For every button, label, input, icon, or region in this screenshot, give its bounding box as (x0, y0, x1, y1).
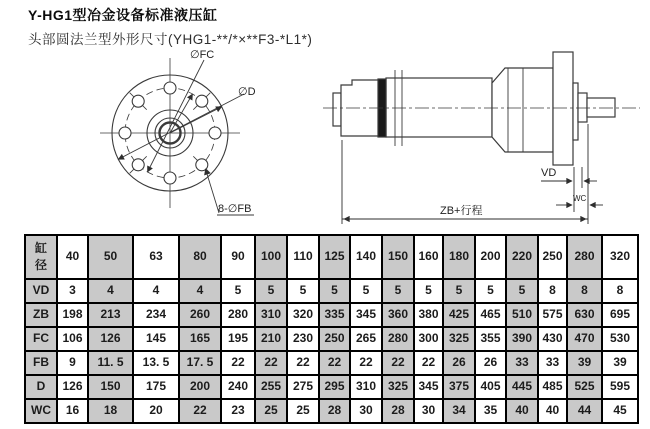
table-row (25, 279, 638, 303)
table-cell: 510 (506, 303, 538, 327)
label-zb: ZB+行程 (440, 205, 483, 217)
table-cell: 3 (57, 279, 88, 303)
table-cell: 22 (414, 351, 443, 375)
table-cell: 126 (57, 375, 88, 399)
table-cell: 126 (88, 327, 133, 351)
table-cell: 22 (179, 399, 221, 423)
table-cell: 530 (602, 327, 638, 351)
table-cell: 295 (319, 375, 350, 399)
table-cell: 80 (179, 235, 221, 279)
table-cell: 110 (287, 235, 319, 279)
table-cell: 9 (57, 351, 88, 375)
drawings-svg (0, 46, 650, 234)
table-cell: 250 (538, 235, 567, 279)
table-cell: 22 (319, 351, 350, 375)
table-cell: 280 (221, 303, 255, 327)
table-cell: 230 (287, 327, 319, 351)
table-cell: 4 (179, 279, 221, 303)
table-cell: 25 (255, 399, 287, 423)
table-cell: 33 (538, 351, 567, 375)
table-row (25, 399, 638, 423)
table-cell: 430 (538, 327, 567, 351)
table-cell: 195 (221, 327, 255, 351)
table-cell: 355 (475, 327, 506, 351)
label-fb: 8-∅FB (218, 203, 252, 215)
table-cell: 265 (350, 327, 382, 351)
row-label: 缸径 (25, 235, 57, 279)
table-cell: 575 (538, 303, 567, 327)
table-body (25, 235, 638, 423)
table-cell: 240 (221, 375, 255, 399)
label-d: ∅D (238, 86, 256, 98)
row-label: ZB (25, 303, 57, 327)
table-cell: 310 (350, 375, 382, 399)
table-cell: 39 (602, 351, 638, 375)
table-cell: 125 (319, 235, 350, 279)
table-row (25, 303, 638, 327)
table-cell: 465 (475, 303, 506, 327)
table-cell: 198 (57, 303, 88, 327)
table-cell: 35 (475, 399, 506, 423)
table-cell: 5 (506, 279, 538, 303)
table-row (25, 327, 638, 351)
table-cell: 18 (88, 399, 133, 423)
table-cell: 20 (133, 399, 179, 423)
table-cell: 8 (538, 279, 567, 303)
table-cell: 5 (255, 279, 287, 303)
table-cell: 16 (57, 399, 88, 423)
table-cell: 22 (287, 351, 319, 375)
table-cell: 595 (602, 375, 638, 399)
table-cell: 4 (88, 279, 133, 303)
table-cell: 39 (567, 351, 602, 375)
table-cell: 5 (414, 279, 443, 303)
table-cell: 30 (350, 399, 382, 423)
table-cell: 325 (443, 327, 475, 351)
row-label: VD (25, 279, 57, 303)
table-cell: 22 (255, 351, 287, 375)
table-cell: 320 (287, 303, 319, 327)
table-cell: 5 (350, 279, 382, 303)
table-cell: 45 (602, 399, 638, 423)
table-cell: 695 (602, 303, 638, 327)
table-cell: 44 (567, 399, 602, 423)
table-cell: 160 (414, 235, 443, 279)
piston-rod (587, 98, 615, 117)
table-cell: 390 (506, 327, 538, 351)
label-fc: ∅FC (190, 49, 215, 61)
table-cell: 200 (179, 375, 221, 399)
table-cell: 22 (382, 351, 414, 375)
table-row (25, 235, 638, 279)
table-cell: 375 (443, 375, 475, 399)
table-cell: 345 (414, 375, 443, 399)
table-cell: 8 (602, 279, 638, 303)
table-cell: 5 (475, 279, 506, 303)
table-cell: 320 (602, 235, 638, 279)
cylinder-side-view (323, 52, 640, 165)
row-label: WC (25, 399, 57, 423)
table-cell: 485 (538, 375, 567, 399)
rear-cap (333, 93, 341, 126)
table-cell: 165 (179, 327, 221, 351)
table-cell: 630 (567, 303, 602, 327)
table-cell: 180 (443, 235, 475, 279)
table-row (25, 351, 638, 375)
table-cell: 150 (88, 375, 133, 399)
table-row (25, 375, 638, 399)
table-cell: 25 (287, 399, 319, 423)
table-cell: 175 (133, 375, 179, 399)
table-cell: 13. 5 (133, 351, 179, 375)
table-cell: 33 (506, 351, 538, 375)
technical-drawings (0, 46, 650, 234)
row-label: FC (25, 327, 57, 351)
table-cell: 5 (443, 279, 475, 303)
rod-shoulder (578, 93, 587, 122)
table-cell: 210 (255, 327, 287, 351)
table-cell: 23 (221, 399, 255, 423)
cylinder-head (492, 68, 553, 152)
page-subtitle: 头部圆法兰型外形尺寸(YHG1-**/*×**F3-*L1*) (28, 32, 313, 47)
label-wc: WC (573, 194, 587, 203)
table-cell: 28 (319, 399, 350, 423)
row-label: D (25, 375, 57, 399)
table-cell: 220 (506, 235, 538, 279)
label-vd: VD (541, 167, 557, 179)
table-cell: 40 (506, 399, 538, 423)
table-cell: 5 (382, 279, 414, 303)
table-cell: 275 (287, 375, 319, 399)
table-cell: 525 (567, 375, 602, 399)
table-cell: 11. 5 (88, 351, 133, 375)
table-cell: 40 (57, 235, 88, 279)
table-cell: 26 (443, 351, 475, 375)
table-cell: 250 (319, 327, 350, 351)
table-cell: 345 (350, 303, 382, 327)
table-cell: 4 (133, 279, 179, 303)
table-cell: 380 (414, 303, 443, 327)
table-cell: 300 (414, 327, 443, 351)
table-cell: 280 (567, 235, 602, 279)
table-cell: 280 (382, 327, 414, 351)
table-cell: 34 (443, 399, 475, 423)
table-cell: 5 (287, 279, 319, 303)
table-cell: 470 (567, 327, 602, 351)
table-cell: 213 (88, 303, 133, 327)
table-cell: 5 (221, 279, 255, 303)
table-cell: 30 (414, 399, 443, 423)
page-title: Y-HG1型冶金设备标准液压缸 (28, 7, 218, 23)
table-cell: 255 (255, 375, 287, 399)
table-cell: 445 (506, 375, 538, 399)
table-cell: 150 (382, 235, 414, 279)
table-cell: 28 (382, 399, 414, 423)
table-cell: 234 (133, 303, 179, 327)
table-cell: 5 (319, 279, 350, 303)
table-cell: 260 (179, 303, 221, 327)
table-cell: 17. 5 (179, 351, 221, 375)
table-cell: 200 (475, 235, 506, 279)
table-cell: 140 (350, 235, 382, 279)
flange-front-view (100, 58, 254, 215)
table-cell: 325 (382, 375, 414, 399)
table-cell: 100 (255, 235, 287, 279)
dimension-table (24, 234, 639, 424)
table-cell: 405 (475, 375, 506, 399)
row-label: FB (25, 351, 57, 375)
table-cell: 335 (319, 303, 350, 327)
table-cell: 310 (255, 303, 287, 327)
table-cell: 425 (443, 303, 475, 327)
table-cell: 22 (221, 351, 255, 375)
table-cell: 40 (538, 399, 567, 423)
table-cell: 8 (567, 279, 602, 303)
table-cell: 90 (221, 235, 255, 279)
table-cell: 63 (133, 235, 179, 279)
table-cell: 26 (475, 351, 506, 375)
table-cell: 145 (133, 327, 179, 351)
table-cell: 50 (88, 235, 133, 279)
mounting-flange (553, 52, 573, 165)
flange-boss (573, 83, 578, 140)
table-cell: 360 (382, 303, 414, 327)
table-cell: 106 (57, 327, 88, 351)
table-cell: 22 (350, 351, 382, 375)
